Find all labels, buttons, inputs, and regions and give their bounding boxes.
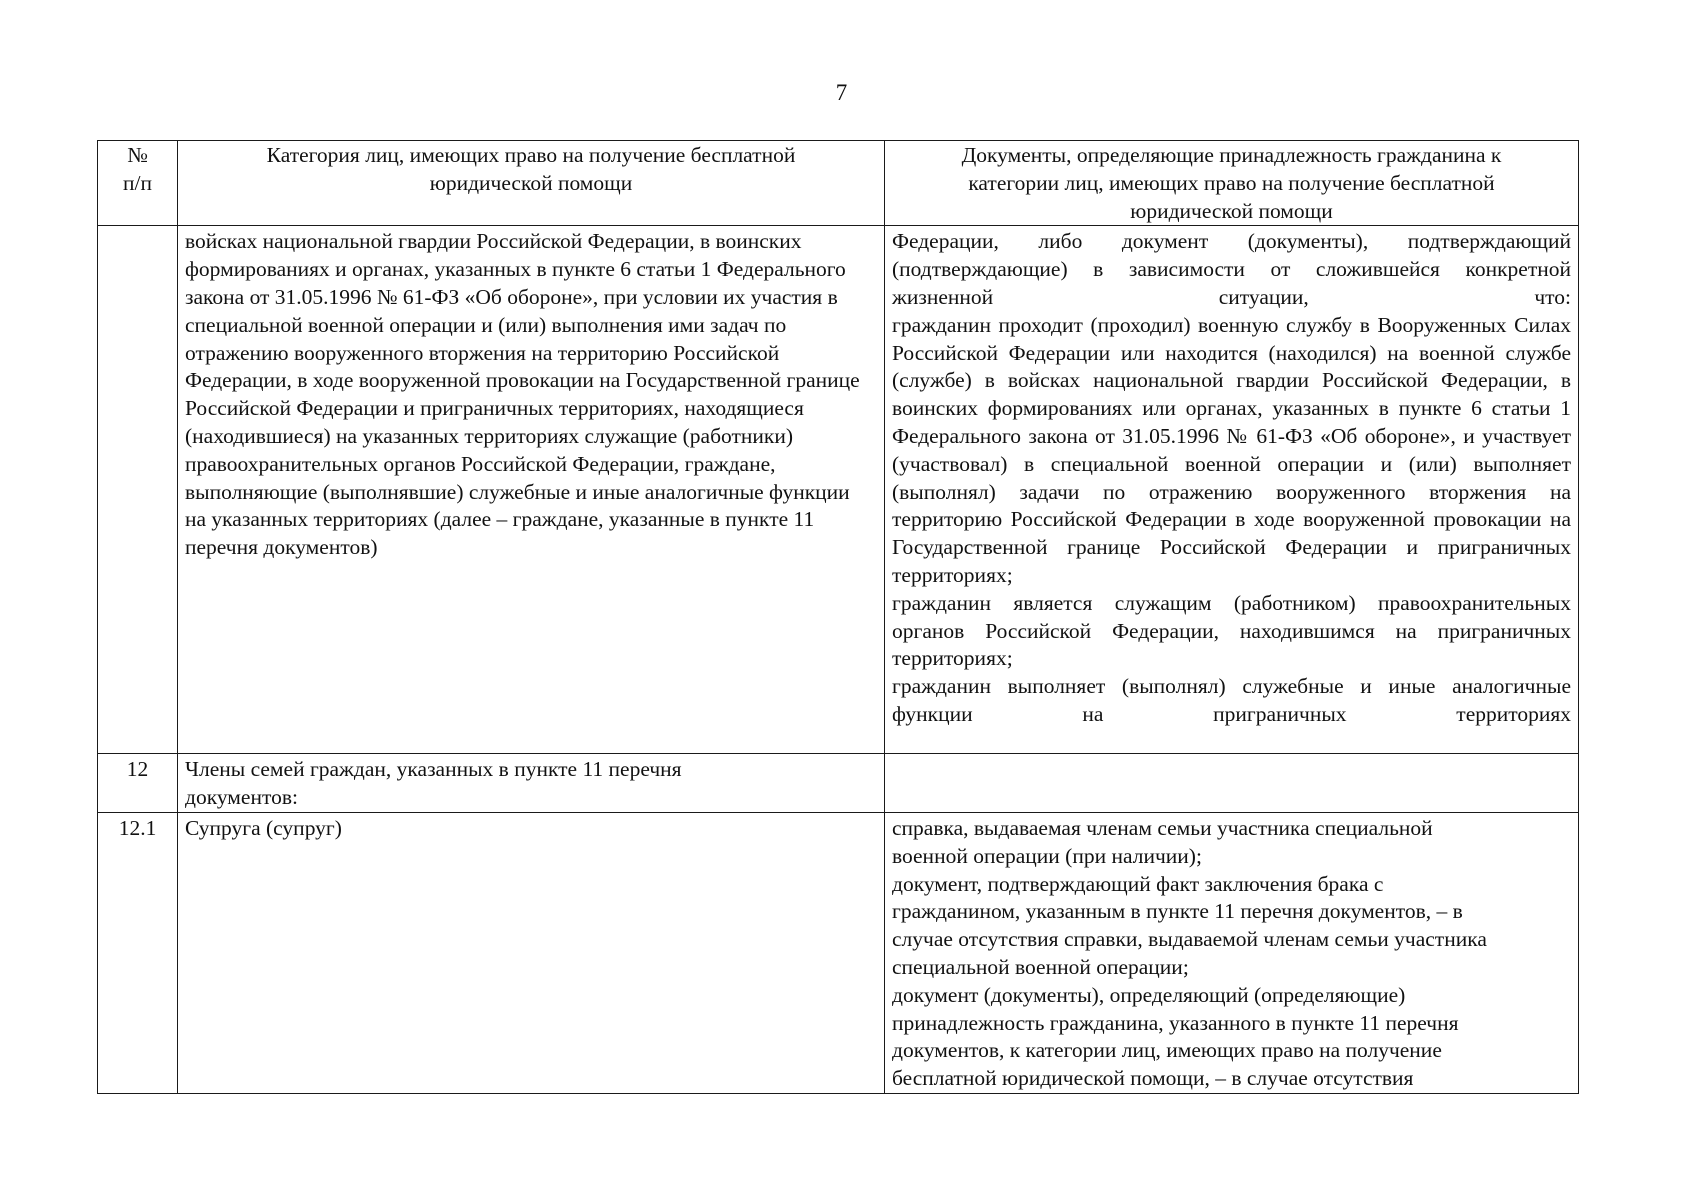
table-row xyxy=(98,226,1579,754)
category-cell xyxy=(178,754,885,813)
documents-cell xyxy=(885,754,1579,813)
table-row xyxy=(98,754,1579,813)
header-documents: Документы, определяющие принадлежность гражданина к категории лиц, имеющих право на получение бесплатной юридической помощи xyxy=(885,141,1579,226)
documents-cell xyxy=(885,226,1579,754)
documents-paragraph: гражданин является служащим (работником) правоохранительных органов Российской Федерации, находившимся на приграничных территориях; xyxy=(892,590,1571,671)
documents-paragraph: гражданин выполняет (выполнял) служебные и иные аналогичные функции на приграничных территориях xyxy=(892,674,1571,726)
header-num: № п/п xyxy=(98,141,178,226)
category-text: войсках национальной гвардии Российской Федерации, в воинских формированиях и органах, указанных в пункте 6 статьи 1 Федерального закона от 31.05.1996 № 61-ФЗ «Об обороне», при условии их участия в специальной военной операции и (или) выполнения ими задач по отражению вооруженного вторжения на территорию Российской Федерации, в ходе вооруженной провокации на Государственной границе Российской Федерации и приграничных территориях, находящиеся (находившиеся) на указанных территориях служащие (работники) правоохранительных органов Российской Федерации, граждане, выполняющие (выполнявшие) служебные и иные аналогичные функции на указанных территориях (далее – граждане, указанные в пункте 11 перечня документов) xyxy=(185,229,860,560)
eligibility-table xyxy=(97,140,1579,1094)
row-number: 12 xyxy=(98,754,178,813)
category-cell xyxy=(178,226,885,754)
row-number: 12.1 xyxy=(98,812,178,1093)
category-text: Супруга (супруг) xyxy=(185,815,342,840)
documents-cell xyxy=(885,812,1579,1093)
page-number: 7 xyxy=(835,80,848,105)
table-header-row xyxy=(98,141,1579,226)
table-row xyxy=(98,812,1579,1093)
documents-paragraph: документ (документы), определяющий (определяющие) принадлежность гражданина, указанного в пункте 11 перечня документов, к категории лиц, имеющих право на получение бесплатной юридической помощи, – в случае отсутствия xyxy=(892,982,1459,1091)
row-number xyxy=(98,226,178,754)
category-text: Члены семей граждан, указанных в пункте 11 перечня документов: xyxy=(185,757,682,810)
documents-paragraph: Федерации, либо документ (документы), подтверждающий (подтверждающие) в зависимости от сложившейся конкретной жизненной ситуации, что: xyxy=(892,229,1571,309)
documents-paragraph: документ, подтверждающий факт заключения брака с гражданином, указанным в пункте 11 перечня документов, – в случае отсутствия справки, выдаваемой членам семьи участника специальной военной операции; xyxy=(892,871,1487,979)
documents-paragraph: гражданин проходит (проходил) военную службу в Вооруженных Силах Российской Федерации или находится (находился) на военной службе (службе) в войсках национальной гвардии Российской Федерации, в воинских формированиях или органах, указанных в пункте 6 статьи 1 Федерального закона от 31.05.1996 № 61-ФЗ «Об обороне», и участвует (участвовал) в специальной военной операции и (или) выполняет (выполнял) задачи по отражению вооруженного вторжения на территорию Российской Федерации в ходе вооруженной провокации на Государственной границе Российской Федерации и приграничных территориях; xyxy=(892,312,1571,587)
documents-paragraph: справка, выдаваемая членам семьи участника специальной военной операции (при наличии); xyxy=(892,815,1433,868)
header-category: Категория лиц, имеющих право на получение бесплатной юридической помощи xyxy=(178,141,885,226)
category-cell xyxy=(178,812,885,1093)
